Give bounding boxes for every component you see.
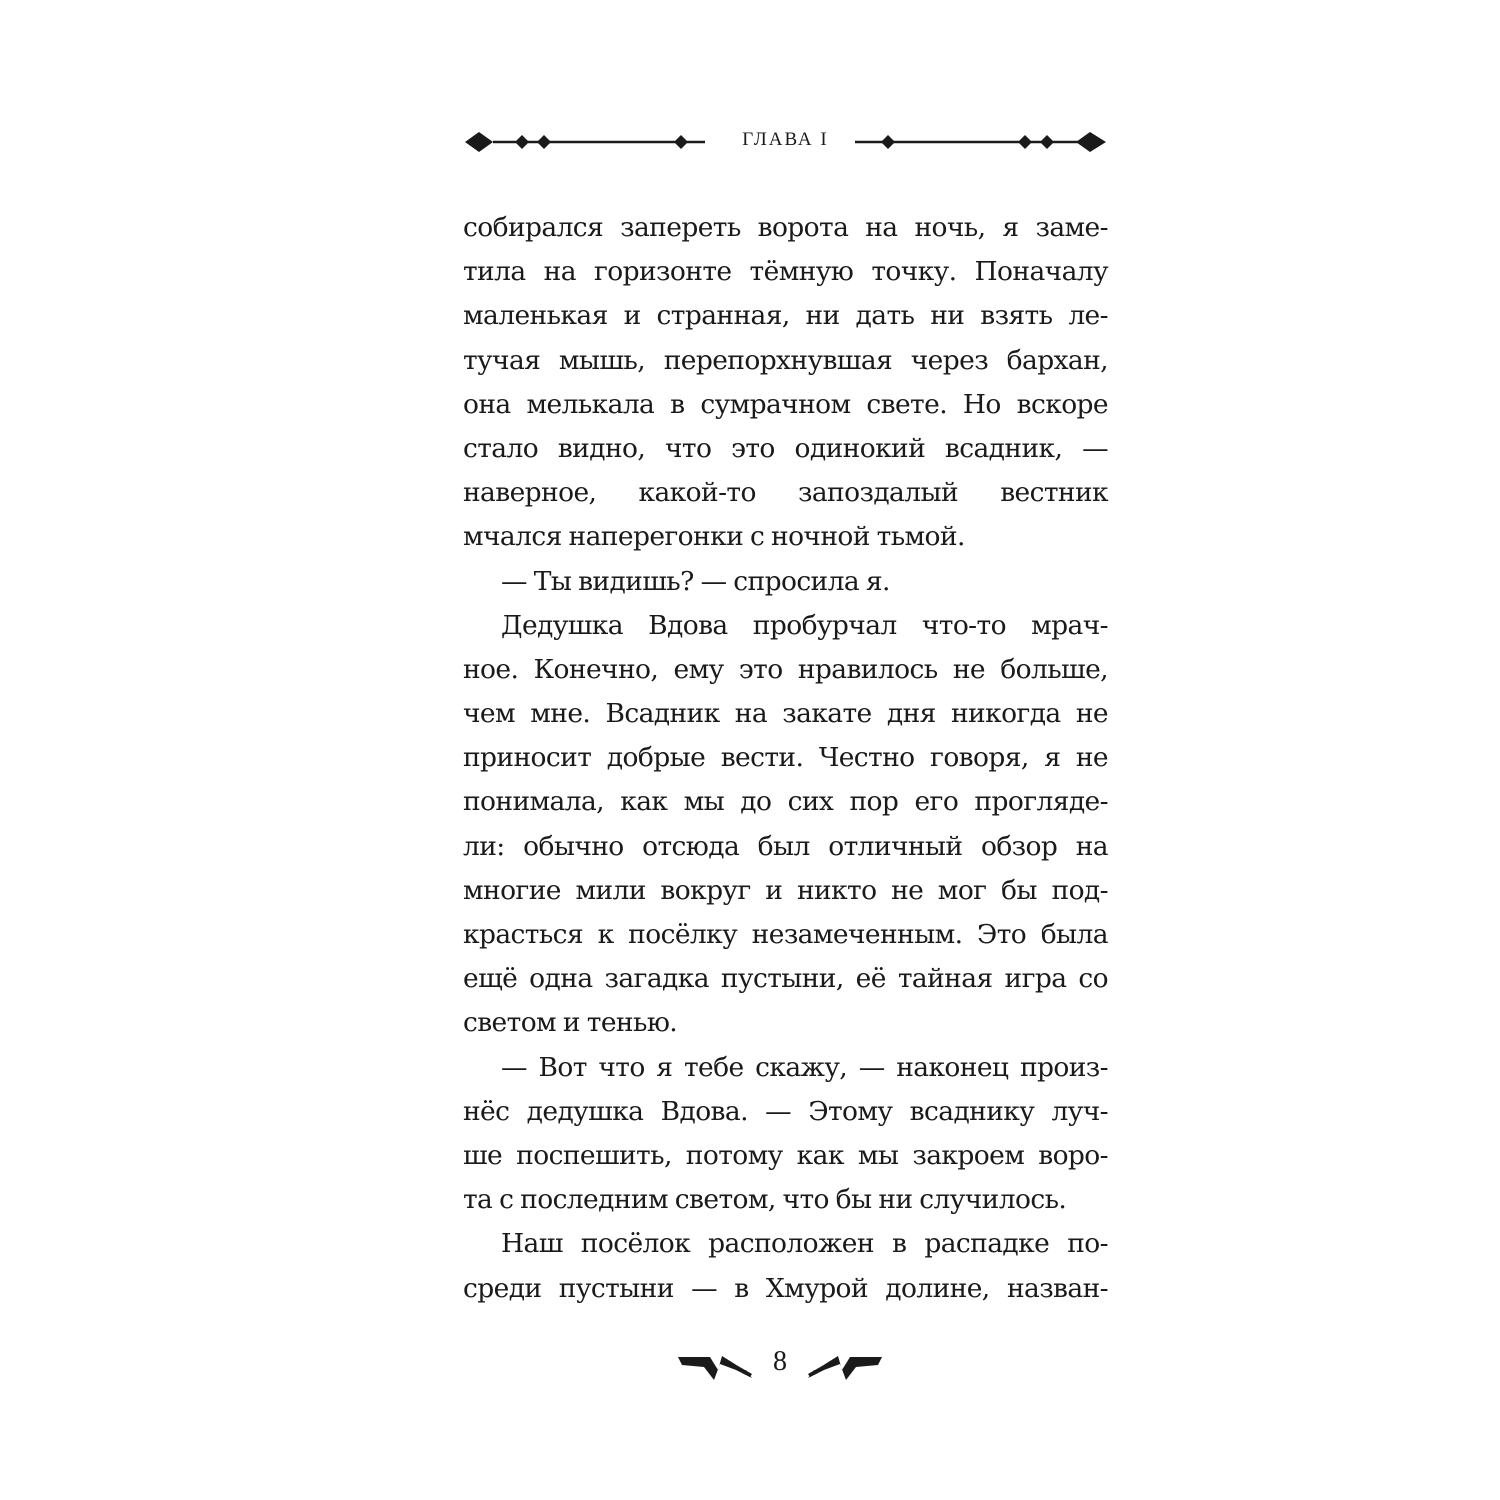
text-line: тучая мышь, перепорхнувшая через бархан, — [463, 344, 1108, 376]
text-line: та с последним светом, что бы ни случилось. — [463, 1184, 1067, 1216]
text-line: — Вот что я тебе скажу, — наконец произ- — [501, 1051, 1108, 1083]
text-line: светом и тенью. — [463, 1007, 678, 1039]
text-line: Наш посёлок расположен в распадке по- — [501, 1228, 1108, 1260]
text-line: красться к посёлку незамеченным. Это была — [463, 919, 1108, 950]
text-line: она мелькала в сумрачном свете. Но вскоре — [463, 388, 1108, 420]
text-line: приносит добрые вести. Честно говоря, я не — [463, 742, 1108, 774]
text-line: тила на горизонте тёмную точку. Поначалу — [463, 256, 1108, 288]
text-line: маленькая и странная, ни дать ни взять ле- — [463, 300, 1108, 332]
text-line: мчался наперегонки с ночной тьмой. — [463, 521, 965, 553]
text-line: среди пустыни — в Хмурой долине, назван- — [463, 1272, 1108, 1304]
text-line: собирался запереть ворота на ночь, я заме- — [463, 212, 1108, 243]
folio — [660, 1340, 900, 1390]
text-line: чем мне. Всадник на закате дня никогда не — [463, 698, 1108, 730]
text-line: ещё одна загадка пустыни, её тайная игра со — [463, 963, 1108, 995]
text-line: наверное, какой-то запоздалый вестник — [463, 477, 1108, 509]
chapter-label: ГЛАВА I — [742, 129, 829, 150]
text-line: ше поспешить, потому как мы закроем воро- — [463, 1139, 1108, 1171]
body-text — [463, 206, 1108, 1311]
text-line: понимала, как мы до сих пор его прогляде- — [463, 786, 1108, 818]
text-line: нёс дедушка Вдова. — Этому всаднику луч- — [463, 1095, 1108, 1127]
running-head — [463, 126, 1108, 158]
text-line: многие мили вокруг и никто не мог бы под- — [463, 874, 1108, 906]
page-number: 8 — [773, 1346, 787, 1377]
text-line: ли: обычно отсюда был отличный обзор на — [463, 830, 1108, 862]
text-line: стало видно, что это одинокий всадник, — — [463, 432, 1108, 464]
text-line: Дедушка Вдова пробурчал что-то мрач- — [501, 609, 1108, 641]
text-line: — Ты видишь? — спросила я. — [501, 565, 890, 597]
text-line: ное. Конечно, ему это нравилось не больше, — [463, 653, 1108, 685]
